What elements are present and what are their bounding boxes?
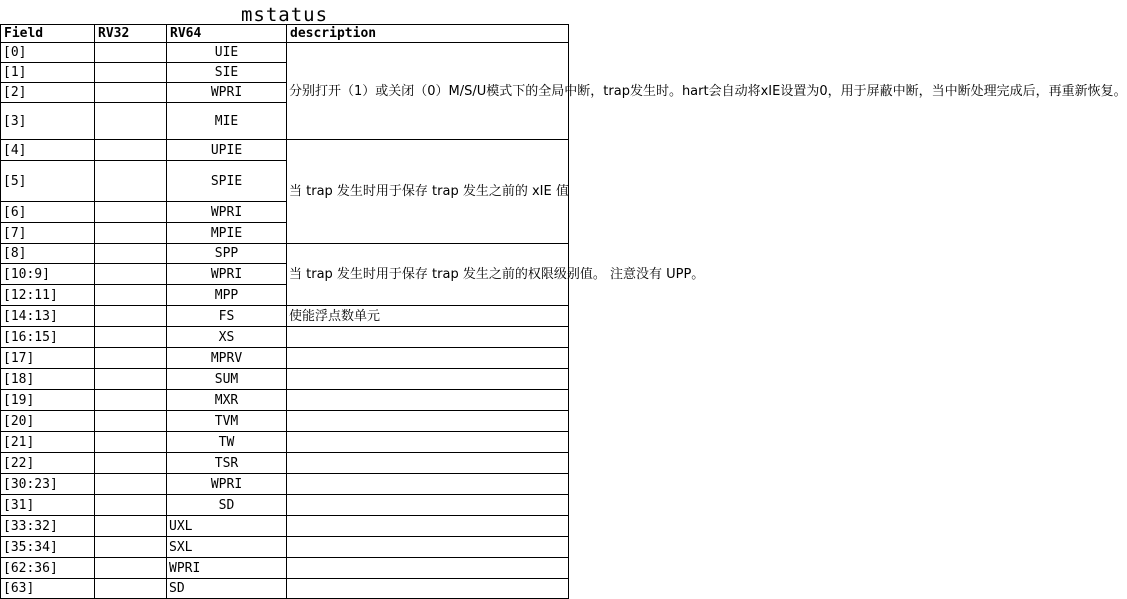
- table-row: [1, 558, 569, 579]
- description-cell: [287, 348, 569, 369]
- description-cell: 分别打开（1）或关闭（0）M/S/U模式下的全局中断，trap发生时。hart会自动将xIE设置为0，用于屏蔽中断，当中断处理完成后，再重新恢复。: [287, 43, 569, 140]
- rv64-cell: FS: [167, 306, 287, 327]
- rv64-cell: MIE: [167, 103, 287, 140]
- description-cell: [287, 369, 569, 390]
- rv64-cell: SXL: [167, 537, 287, 558]
- rv32-cell: [95, 223, 167, 244]
- field-cell: [7]: [1, 223, 95, 244]
- table-row: [1, 411, 569, 432]
- field-cell: [10:9]: [1, 264, 95, 285]
- rv64-cell: UIE: [167, 43, 287, 63]
- table-row: [1, 390, 569, 411]
- description-cell: [287, 516, 569, 537]
- description-cell: [287, 579, 569, 599]
- field-cell: [4]: [1, 140, 95, 161]
- rv32-cell: [95, 43, 167, 63]
- field-cell: [22]: [1, 453, 95, 474]
- rv32-cell: [95, 244, 167, 264]
- field-cell: [0]: [1, 43, 95, 63]
- field-cell: [8]: [1, 244, 95, 264]
- rv64-cell: SUM: [167, 369, 287, 390]
- table-row: [1, 453, 569, 474]
- rv64-column-header: RV64: [167, 25, 287, 43]
- table-row: [1, 432, 569, 453]
- description-cell: 当 trap 发生时用于保存 trap 发生之前的权限级别值。 注意没有 UPP。: [287, 244, 569, 306]
- rv64-cell: TSR: [167, 453, 287, 474]
- field-column-header: Field: [1, 25, 95, 43]
- description-cell: [287, 474, 569, 495]
- description-cell: [287, 558, 569, 579]
- field-cell: [1]: [1, 63, 95, 83]
- rv64-cell: TW: [167, 432, 287, 453]
- rv32-cell: [95, 285, 167, 306]
- rv32-cell: [95, 579, 167, 599]
- table-row: [1, 516, 569, 537]
- field-cell: [6]: [1, 202, 95, 223]
- description-cell: [287, 537, 569, 558]
- table-row: [1, 474, 569, 495]
- rv32-cell: [95, 348, 167, 369]
- field-cell: [30:23]: [1, 474, 95, 495]
- rv64-cell: WPRI: [167, 202, 287, 223]
- field-cell: [33:32]: [1, 516, 95, 537]
- rv64-cell: SD: [167, 579, 287, 599]
- field-cell: [18]: [1, 369, 95, 390]
- description-cell: [287, 390, 569, 411]
- rv32-cell: [95, 390, 167, 411]
- table-row: [1, 306, 569, 327]
- description-cell: [287, 411, 569, 432]
- description-cell: [287, 432, 569, 453]
- field-cell: [12:11]: [1, 285, 95, 306]
- rv32-column-header: RV32: [95, 25, 167, 43]
- table-row: [1, 327, 569, 348]
- rv32-cell: [95, 202, 167, 223]
- field-cell: [20]: [1, 411, 95, 432]
- table-row: [1, 140, 569, 161]
- table-row: [1, 579, 569, 599]
- description-cell: [287, 495, 569, 516]
- rv64-cell: UXL: [167, 516, 287, 537]
- rv64-cell: WPRI: [167, 558, 287, 579]
- rv32-cell: [95, 495, 167, 516]
- rv64-cell: MXR: [167, 390, 287, 411]
- field-cell: [5]: [1, 161, 95, 202]
- field-cell: [63]: [1, 579, 95, 599]
- rv64-cell: UPIE: [167, 140, 287, 161]
- field-cell: [19]: [1, 390, 95, 411]
- table-row: [1, 43, 569, 63]
- rv32-cell: [95, 63, 167, 83]
- rv64-cell: SPIE: [167, 161, 287, 202]
- rv32-cell: [95, 264, 167, 285]
- field-cell: [14:13]: [1, 306, 95, 327]
- table-row: [1, 348, 569, 369]
- description-cell: [287, 453, 569, 474]
- field-cell: [31]: [1, 495, 95, 516]
- rv32-cell: [95, 474, 167, 495]
- field-cell: [21]: [1, 432, 95, 453]
- rv32-cell: [95, 558, 167, 579]
- rv32-cell: [95, 161, 167, 202]
- rv64-cell: MPP: [167, 285, 287, 306]
- field-cell: [17]: [1, 348, 95, 369]
- description-cell: 当 trap 发生时用于保存 trap 发生之前的 xIE 值: [287, 140, 569, 244]
- rv64-cell: WPRI: [167, 474, 287, 495]
- rv32-cell: [95, 411, 167, 432]
- description-cell: 使能浮点数单元: [287, 306, 569, 327]
- rv64-cell: TVM: [167, 411, 287, 432]
- rv32-cell: [95, 306, 167, 327]
- field-cell: [35:34]: [1, 537, 95, 558]
- rv64-cell: SD: [167, 495, 287, 516]
- rv32-cell: [95, 453, 167, 474]
- rv32-cell: [95, 140, 167, 161]
- rv32-cell: [95, 432, 167, 453]
- field-cell: [16:15]: [1, 327, 95, 348]
- table-row: [1, 537, 569, 558]
- register-title: mstatus: [240, 4, 329, 26]
- rv64-cell: WPRI: [167, 264, 287, 285]
- rv32-cell: [95, 516, 167, 537]
- description-cell: [287, 327, 569, 348]
- rv32-cell: [95, 83, 167, 103]
- field-cell: [2]: [1, 83, 95, 103]
- rv64-cell: SPP: [167, 244, 287, 264]
- field-cell: [3]: [1, 103, 95, 140]
- rv64-cell: XS: [167, 327, 287, 348]
- header-row: [1, 25, 569, 43]
- rv32-cell: [95, 103, 167, 140]
- table-row: [1, 369, 569, 390]
- description-column-header: description: [287, 25, 569, 43]
- rv32-cell: [95, 369, 167, 390]
- rv64-cell: MPIE: [167, 223, 287, 244]
- rv64-cell: MPRV: [167, 348, 287, 369]
- table-row: [1, 244, 569, 264]
- rv32-cell: [95, 537, 167, 558]
- mstatus-field-table: [0, 24, 1127, 599]
- table-row: [1, 495, 569, 516]
- rv32-cell: [95, 327, 167, 348]
- rv64-cell: WPRI: [167, 83, 287, 103]
- field-cell: [62:36]: [1, 558, 95, 579]
- rv64-cell: SIE: [167, 63, 287, 83]
